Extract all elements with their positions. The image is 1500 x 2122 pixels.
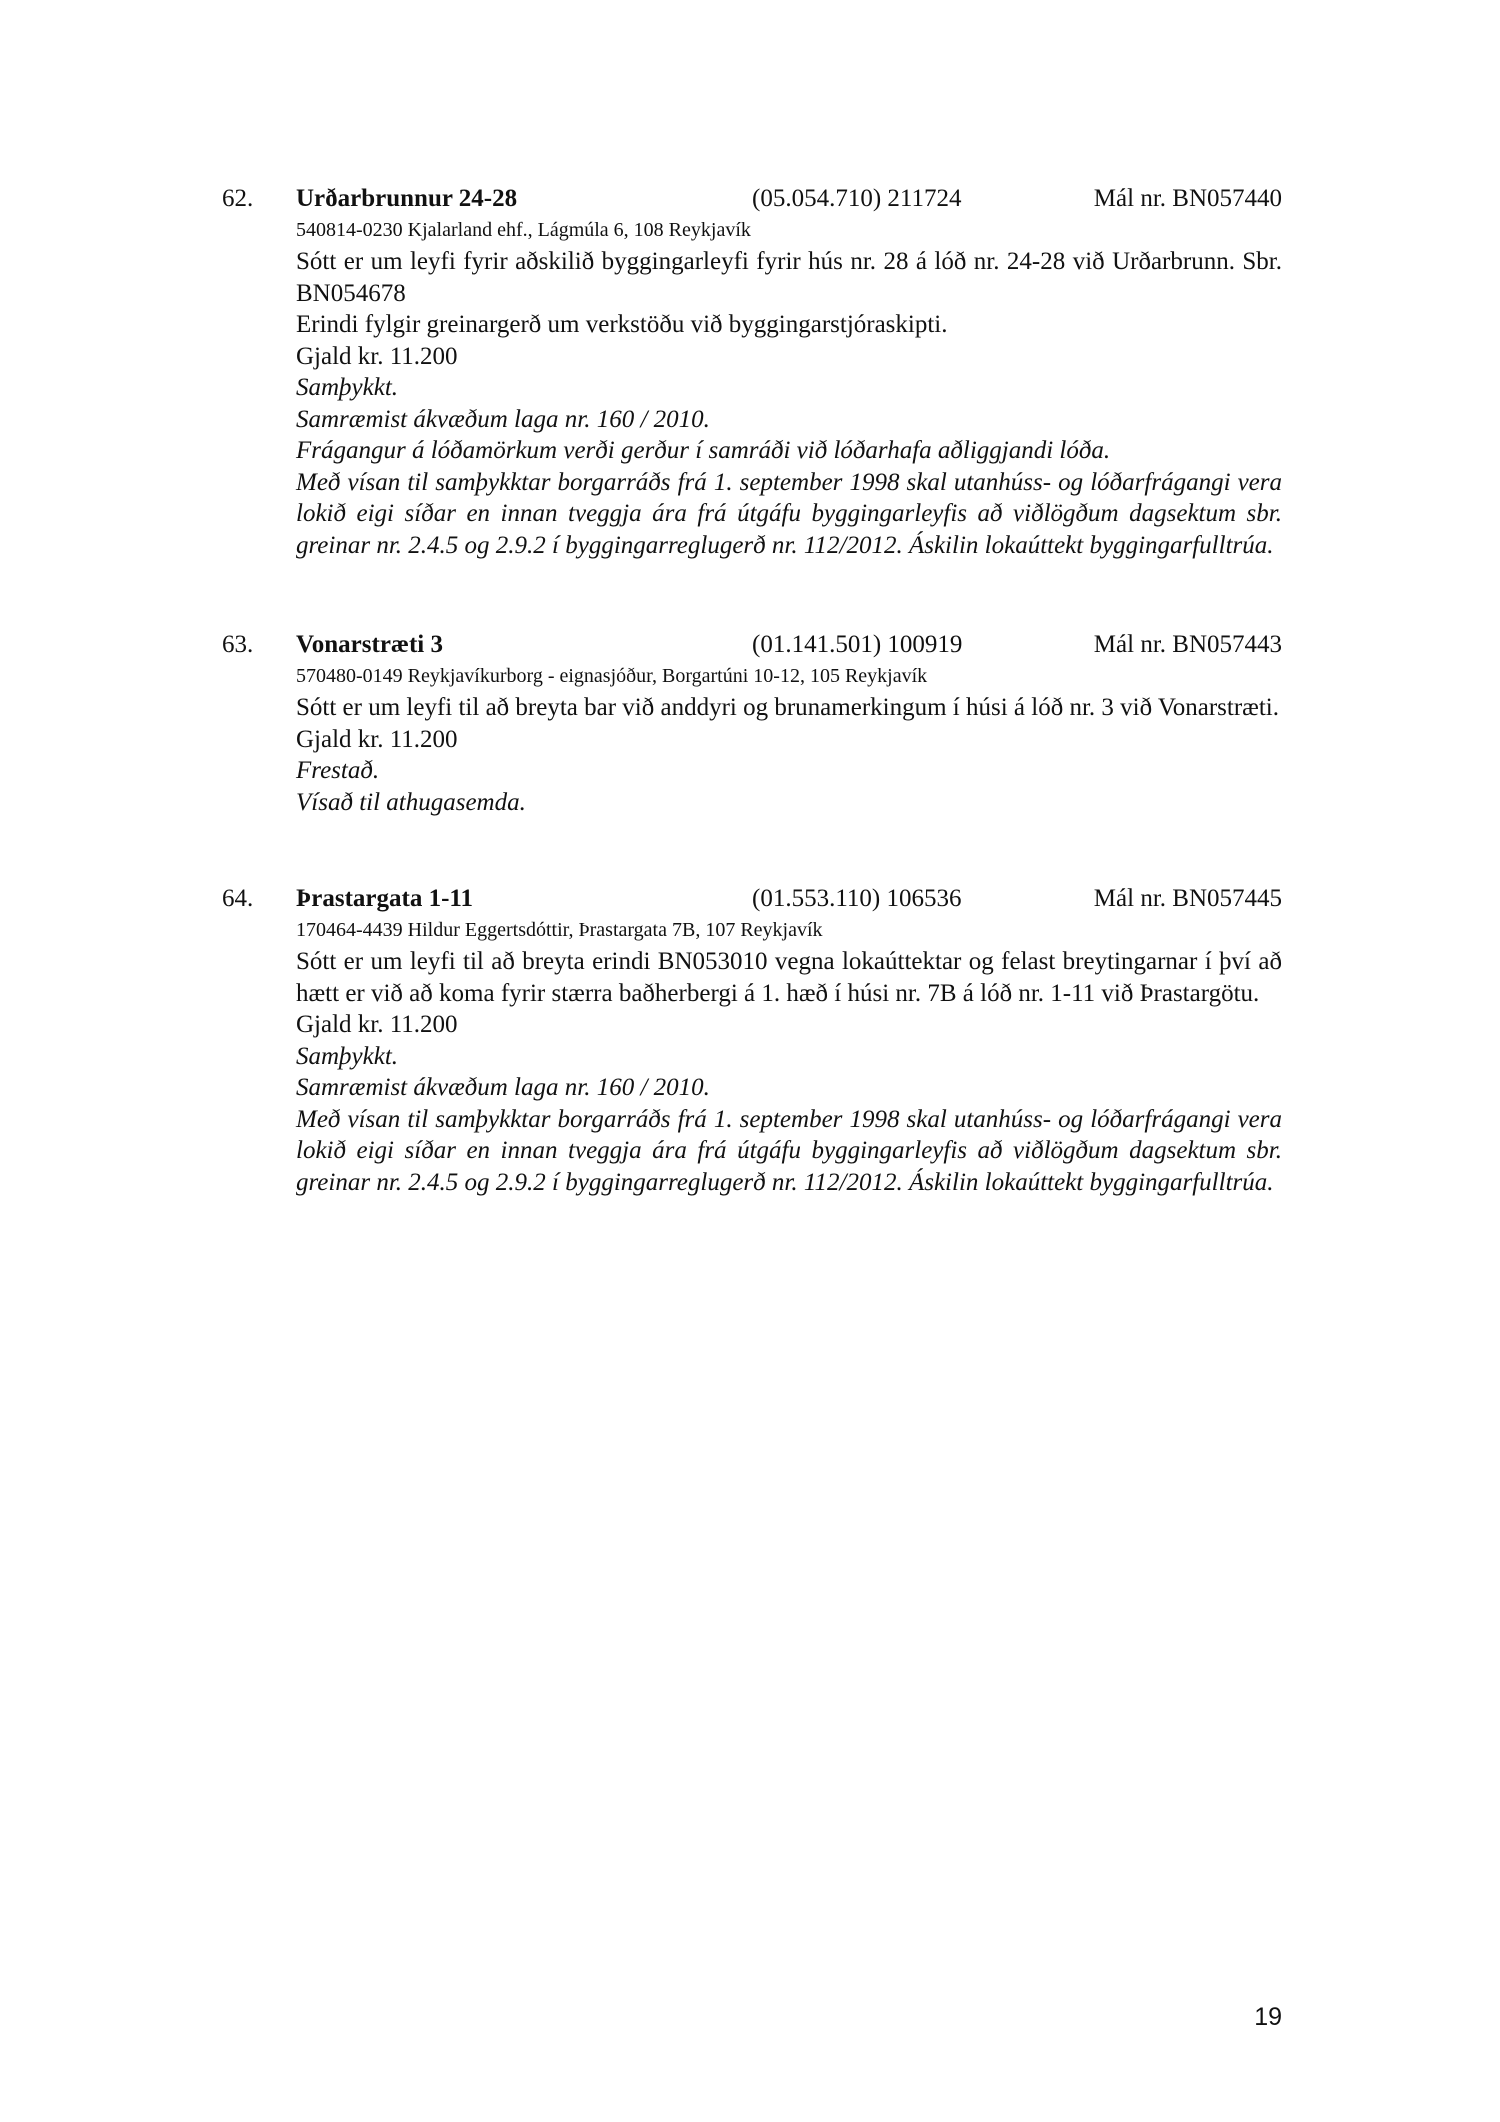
item-number: 63. — [222, 631, 254, 658]
item-note: Erindi fylgir greinargerð um verkstöðu við byggingarstjóraskipti. — [296, 311, 948, 338]
item-reference: (01.141.501) 100919 — [752, 631, 963, 658]
item-fee: Gjald kr. 11.200 — [296, 342, 458, 370]
item-decision: Frestað. — [296, 757, 380, 784]
item-description: Sótt er um leyfi til að breyta erindi BN053010 vegna lokaúttektar og felast breytingarnar í því að hætt er við að koma fyrir stærra baðherbergi á 1. hæð í húsi nr. 7B á lóð nr. 1-11 við Þrastargötu. — [296, 948, 1282, 1007]
item-address: Vonarstræti 3 — [296, 631, 443, 658]
item-case-number: Mál nr. BN057440 — [1093, 185, 1282, 212]
item-address: Urðarbrunnur 24-28 — [296, 185, 518, 212]
item-address: Þrastargata 1-11 — [296, 885, 474, 912]
item-fee: Gjald kr. 11.200 — [296, 725, 458, 753]
item-case-number: Mál nr. BN057445 — [1093, 885, 1282, 912]
item-number: 62. — [222, 185, 254, 212]
item-condition: Frágangur á lóðamörkum verði gerður í samráði við lóðarhafa aðliggjandi lóða. — [296, 437, 1111, 464]
page-number: 19 — [1254, 2003, 1282, 2031]
item-case-number: Mál nr. BN057443 — [1093, 631, 1282, 658]
item-law-reference: Samræmist ákvæðum laga nr. 160 / 2010. — [296, 405, 710, 433]
item-body — [296, 916, 1282, 1198]
item-law-reference: Samræmist ákvæðum laga nr. 160 / 2010. — [296, 1074, 710, 1101]
agenda-item-63 — [222, 628, 1282, 818]
item-description: Sótt er um leyfi til að breyta bar við anddyri og brunamerkingum í húsi á lóð nr. 3 við Vonarstræti. — [296, 694, 1279, 721]
item-header — [222, 882, 1282, 916]
item-applicant: 170464-4439 Hildur Eggertsdóttir, Þrastargata 7B, 107 Reykjavík — [296, 919, 823, 941]
agenda-item-62 — [222, 182, 1282, 561]
item-condition-text: Með vísan til samþykktar borgarráðs frá 1. september 1998 skal utanhúss- og lóðarfrágangi vera lokið eigi síðar en innan tveggja ára frá útgáfu byggingarleyfis að viðlögðum dagsektum sbr. greinar nr. 2.4.5 og 2.9.2 í byggingarreglugerð nr. 112/2012. Áskilin lokaúttekt byggingarfulltrúa. — [296, 1105, 1282, 1196]
item-decision-note: Vísað til athugasemda. — [296, 788, 526, 816]
item-header — [222, 628, 1282, 662]
item-decision: Samþykkt. — [296, 374, 399, 401]
item-decision: Samþykkt. — [296, 1042, 399, 1070]
agenda-item-64 — [222, 882, 1282, 1198]
item-header — [222, 182, 1282, 216]
item-body — [296, 216, 1282, 561]
item-fee: Gjald kr. 11.200 — [296, 1011, 458, 1038]
item-reference: (05.054.710) 211724 — [752, 185, 962, 212]
item-reference: (01.553.110) 106536 — [752, 885, 962, 912]
item-description: Sótt er um leyfi fyrir aðskilið byggingarleyfi fyrir hús nr. 28 á lóð nr. 24-28 við Urðarbrunn. Sbr. BN054678 — [296, 248, 1282, 307]
item-applicant: 570480-0149 Reykjavíkurborg - eignasjóður, Borgartúni 10-12, 105 Reykjavík — [296, 665, 928, 687]
item-body — [296, 662, 1282, 818]
item-number: 64. — [222, 885, 254, 912]
item-applicant: 540814-0230 Kjalarland ehf., Lágmúla 6, 108 Reykjavík — [296, 219, 751, 241]
item-condition-text: Með vísan til samþykktar borgarráðs frá 1. september 1998 skal utanhúss- og lóðarfrágangi vera lokið eigi síðar en innan tveggja ára frá útgáfu byggingarleyfis að viðlögðum dagsektum sbr. greinar nr. 2.4.5 og 2.9.2 í byggingarreglugerð nr. 112/2012. Áskilin lokaúttekt byggingarfulltrúa. — [296, 468, 1282, 559]
